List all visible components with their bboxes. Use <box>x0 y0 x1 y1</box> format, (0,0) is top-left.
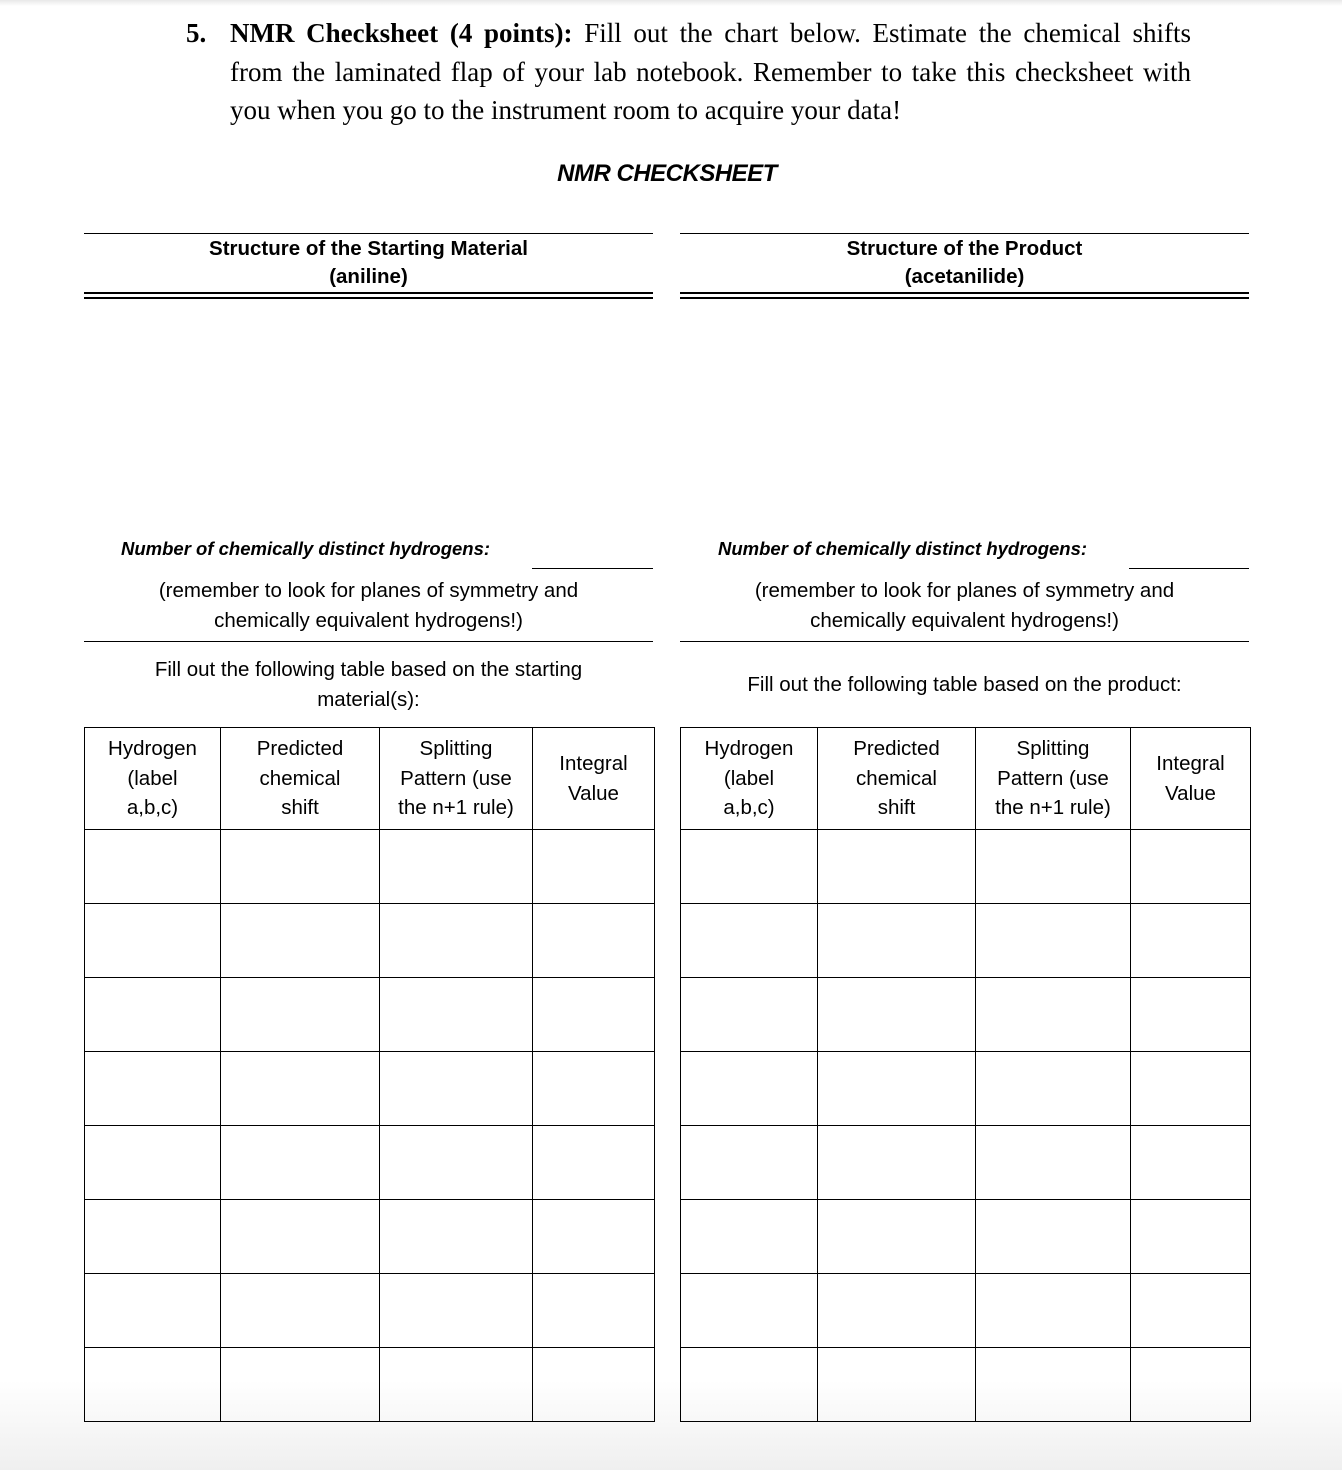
cell-hydrogen[interactable] <box>85 1348 221 1422</box>
header-line: Value <box>568 781 619 805</box>
cell-splitting[interactable] <box>976 1274 1131 1348</box>
table-row <box>85 1348 655 1422</box>
divider <box>84 641 653 642</box>
header-line: Value <box>1165 781 1216 805</box>
cell-shift[interactable] <box>221 1274 380 1348</box>
symmetry-note <box>84 576 653 636</box>
product-table <box>680 727 1251 1422</box>
table-instruction <box>680 670 1249 700</box>
structure-heading: Structure of the Product <box>846 237 1083 260</box>
structure-heading: Structure of the Starting Material <box>209 237 528 260</box>
cell-hydrogen[interactable] <box>681 1274 818 1348</box>
table-row <box>681 1126 1251 1200</box>
table-row <box>681 1274 1251 1348</box>
header-line: Integral <box>559 752 628 775</box>
note-line: (remember to look for planes of symmetry and <box>158 579 579 602</box>
cell-integral[interactable] <box>533 1348 655 1422</box>
table-row <box>681 904 1251 978</box>
distinct-hydrogens-blank[interactable] <box>1129 568 1249 569</box>
table-row <box>85 830 655 904</box>
header-line: (label <box>723 766 775 790</box>
cell-splitting[interactable] <box>380 830 533 904</box>
cell-shift[interactable] <box>221 1200 380 1274</box>
cell-hydrogen[interactable] <box>85 830 221 904</box>
cell-integral[interactable] <box>1131 978 1251 1052</box>
note-line: (remember to look for planes of symmetry and <box>754 579 1175 602</box>
divider <box>680 233 1249 234</box>
question-text: Fill out the chart below. Estimate the chemical shifts from the laminated flap of your lab notebook. Remember to take this checksheet with you when you go to the instrument room to acquire your data! <box>230 18 1192 125</box>
cell-splitting[interactable] <box>976 904 1131 978</box>
cell-shift[interactable] <box>818 1348 976 1422</box>
product-header <box>680 235 1249 291</box>
column-header-integral <box>1131 728 1251 830</box>
instruction-line: Fill out the following table based on the starting <box>154 658 583 681</box>
cell-shift[interactable] <box>818 1126 976 1200</box>
table-row <box>681 978 1251 1052</box>
header-line: chemical <box>856 766 937 790</box>
cell-integral[interactable] <box>533 1052 655 1126</box>
cell-shift[interactable] <box>221 904 380 978</box>
cell-shift[interactable] <box>818 1052 976 1126</box>
cell-integral[interactable] <box>1131 904 1251 978</box>
compound-name: (aniline) <box>329 265 408 288</box>
cell-integral[interactable] <box>1131 1200 1251 1274</box>
instruction-line: Fill out the following table based on the product: <box>747 673 1182 696</box>
symmetry-note <box>680 576 1249 636</box>
cell-splitting[interactable] <box>976 830 1131 904</box>
table-row <box>681 1200 1251 1274</box>
question-prompt <box>186 14 1191 130</box>
cell-shift[interactable] <box>221 1052 380 1126</box>
cell-hydrogen[interactable] <box>681 904 818 978</box>
header-line: Integral <box>1156 752 1225 775</box>
column-header-splitting <box>976 728 1131 830</box>
column-header-chemical-shift <box>221 728 380 830</box>
table-instruction <box>84 655 653 715</box>
cell-integral[interactable] <box>533 1274 655 1348</box>
divider <box>84 233 653 234</box>
question-number: 5. <box>186 18 207 48</box>
table-row <box>85 978 655 1052</box>
cell-hydrogen[interactable] <box>85 904 221 978</box>
header-line: Splitting <box>419 737 493 761</box>
cell-hydrogen[interactable] <box>85 1274 221 1348</box>
cell-splitting[interactable] <box>380 1126 533 1200</box>
cell-splitting[interactable] <box>976 1126 1131 1200</box>
header-line: Pattern (use <box>997 766 1109 790</box>
table-row <box>681 1348 1251 1422</box>
cell-hydrogen[interactable] <box>681 1052 818 1126</box>
cell-hydrogen[interactable] <box>681 978 818 1052</box>
cell-shift[interactable] <box>818 1274 976 1348</box>
product-structure-drawing-area[interactable] <box>680 300 1249 530</box>
cell-shift[interactable] <box>818 830 976 904</box>
header-line: chemical <box>259 766 341 790</box>
header-line: shift <box>281 796 319 820</box>
cell-integral[interactable] <box>1131 1348 1251 1422</box>
column-header-chemical-shift <box>818 728 976 830</box>
cell-integral[interactable] <box>533 830 655 904</box>
cell-integral[interactable] <box>1131 830 1251 904</box>
header-line: Hydrogen <box>108 737 197 761</box>
column-header-hydrogen <box>681 728 818 830</box>
sheet-title: NMR CHECKSHEET <box>557 160 777 187</box>
cell-hydrogen[interactable] <box>85 978 221 1052</box>
table-row <box>681 1052 1251 1126</box>
divider <box>680 641 1249 642</box>
header-line: a,b,c) <box>723 796 775 820</box>
cell-integral[interactable] <box>1131 1126 1251 1200</box>
distinct-hydrogens-label: Number of chemically distinct hydrogens: <box>718 538 1088 559</box>
cell-splitting[interactable] <box>380 904 533 978</box>
compound-name: (acetanilide) <box>904 265 1025 288</box>
cell-splitting[interactable] <box>380 1348 533 1422</box>
cell-splitting[interactable] <box>976 1348 1131 1422</box>
cell-shift[interactable] <box>221 1348 380 1422</box>
cell-shift[interactable] <box>818 904 976 978</box>
header-line: Predicted <box>853 737 940 761</box>
cell-hydrogen[interactable] <box>85 1200 221 1274</box>
header-line: Splitting <box>1016 737 1090 761</box>
cell-splitting[interactable] <box>380 1052 533 1126</box>
column-header-hydrogen <box>85 728 221 830</box>
header-line: the n+1 rule) <box>995 796 1111 820</box>
cell-splitting[interactable] <box>976 1052 1131 1126</box>
table-row <box>85 904 655 978</box>
starting-material-header <box>84 235 653 291</box>
cell-hydrogen[interactable] <box>85 1126 221 1200</box>
header-line: a,b,c) <box>126 796 179 820</box>
cell-hydrogen[interactable] <box>681 1200 818 1274</box>
cell-splitting[interactable] <box>380 1200 533 1274</box>
header-line: Pattern (use <box>400 766 512 790</box>
table-row <box>85 1200 655 1274</box>
starting-structure-drawing-area[interactable] <box>84 300 653 530</box>
cell-integral[interactable] <box>533 904 655 978</box>
table-header-row <box>85 728 655 830</box>
cell-splitting[interactable] <box>976 978 1131 1052</box>
question-title: NMR Checksheet (4 points): <box>230 18 573 48</box>
header-line: the n+1 rule) <box>398 796 514 820</box>
instruction-line: material(s): <box>317 688 420 711</box>
table-row <box>85 1274 655 1348</box>
table-header-row <box>681 728 1251 830</box>
table-row <box>85 1052 655 1126</box>
cell-splitting[interactable] <box>380 978 533 1052</box>
header-line: Predicted <box>256 737 344 761</box>
distinct-hydrogens-blank[interactable] <box>532 568 653 569</box>
cell-hydrogen[interactable] <box>85 1052 221 1126</box>
cell-shift[interactable] <box>221 1126 380 1200</box>
double-divider <box>84 292 653 299</box>
cell-shift[interactable] <box>221 830 380 904</box>
cell-hydrogen[interactable] <box>681 1348 818 1422</box>
table-row <box>681 830 1251 904</box>
cell-shift[interactable] <box>221 978 380 1052</box>
table-row <box>85 1126 655 1200</box>
header-line: shift <box>877 796 916 820</box>
cell-integral[interactable] <box>1131 1274 1251 1348</box>
cell-integral[interactable] <box>533 1200 655 1274</box>
cell-hydrogen[interactable] <box>681 1126 818 1200</box>
cell-shift[interactable] <box>818 1200 976 1274</box>
cell-integral[interactable] <box>1131 1052 1251 1126</box>
starting-material-table <box>84 727 655 1422</box>
cell-splitting[interactable] <box>380 1274 533 1348</box>
distinct-hydrogens-label: Number of chemically distinct hydrogens: <box>121 538 491 559</box>
header-line: Hydrogen <box>704 737 794 761</box>
header-line: (label <box>127 766 178 790</box>
cell-hydrogen[interactable] <box>681 830 818 904</box>
double-divider <box>680 292 1249 299</box>
cell-integral[interactable] <box>533 978 655 1052</box>
column-header-integral <box>533 728 655 830</box>
cell-shift[interactable] <box>818 978 976 1052</box>
note-line: chemically equivalent hydrogens!) <box>810 609 1119 632</box>
cell-splitting[interactable] <box>976 1200 1131 1274</box>
column-header-splitting <box>380 728 533 830</box>
cell-integral[interactable] <box>533 1126 655 1200</box>
note-line: chemically equivalent hydrogens!) <box>214 609 523 632</box>
